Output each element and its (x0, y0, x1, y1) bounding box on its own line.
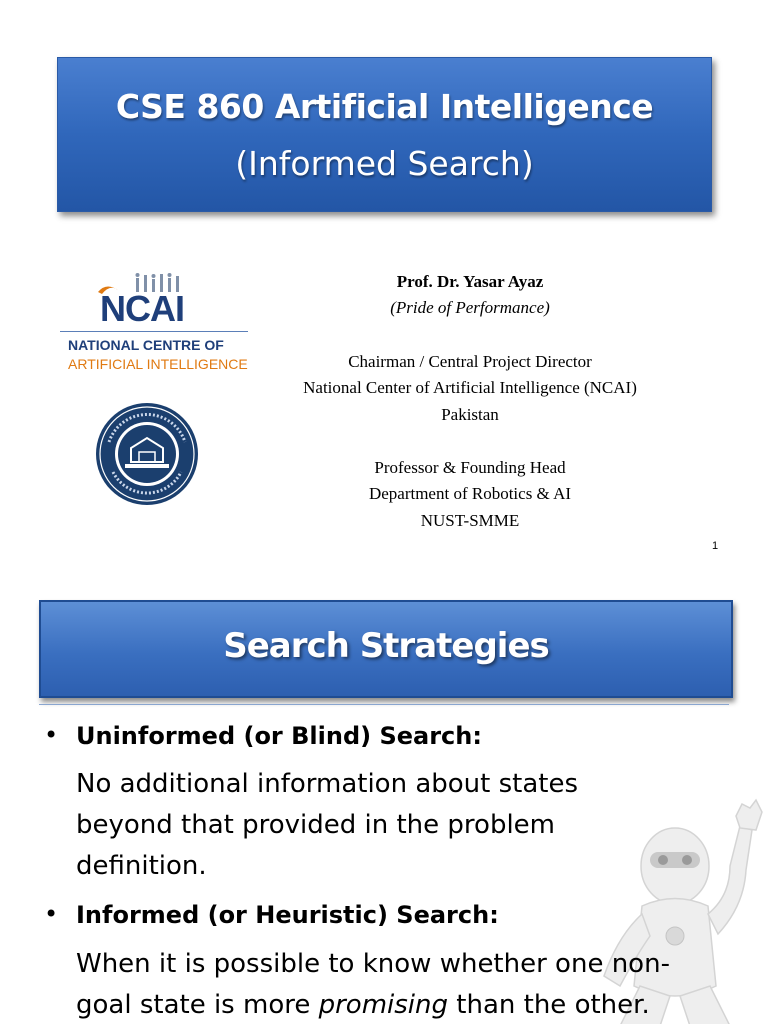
bullet-2-line-2-pre: goal state is more (76, 990, 319, 1020)
bullet-2-line-1: When it is possible to know whether one non- (76, 949, 670, 979)
slide-2-title-box (39, 600, 733, 698)
bullet-1-marker: • (44, 721, 59, 749)
slide-title: CSE 860 Artificial Intelligence (115, 87, 654, 126)
bullet-1-line-2: beyond that provided in the problem (76, 810, 555, 840)
slide-subtitle: (Informed Search) (235, 144, 534, 183)
author-name: Prof. Dr. Yasar Ayaz (396, 272, 544, 291)
ncai-name-line1: NATIONAL CENTRE OF (68, 337, 224, 353)
nust-seal-icon (95, 402, 199, 506)
slide-2-title: Search Strategies (223, 626, 549, 666)
slide-2 (0, 576, 768, 1024)
ncai-logo (60, 270, 250, 380)
author-dept: Department of Robotics & AI (368, 484, 572, 503)
ncai-wordmark: NCAI (100, 288, 184, 329)
bullet-2-line-2 (76, 985, 650, 1024)
author-role-2: Professor & Founding Head (374, 458, 566, 477)
title-underline (39, 704, 729, 705)
ncai-name-line2: ARTIFICIAL INTELLIGENCE (68, 356, 248, 372)
slide-title-box (57, 57, 712, 212)
bullet-1-heading: Uninformed (or Blind) Search: (76, 722, 482, 750)
author-role-1: Chairman / Central Project Director (348, 352, 592, 371)
author-org-1: National Center of Artificial Intelligence (NCAI) (303, 378, 637, 397)
bullet-1-line-3: definition. (76, 851, 207, 881)
bullet-1-line-1: No additional information about states (76, 769, 579, 799)
bullet-2-heading: Informed (or Heuristic) Search: (76, 901, 499, 929)
author-award: (Pride of Performance) (390, 298, 550, 317)
author-institution: NUST-SMME (420, 511, 520, 530)
bullet-2-marker: • (44, 900, 59, 928)
emphasis-promising: promising (318, 990, 449, 1020)
bullet-2-line-2-post: than the other. (448, 990, 650, 1020)
author-country: Pakistan (441, 405, 499, 424)
ncai-divider (60, 331, 248, 332)
page-number: 1 (712, 540, 719, 552)
